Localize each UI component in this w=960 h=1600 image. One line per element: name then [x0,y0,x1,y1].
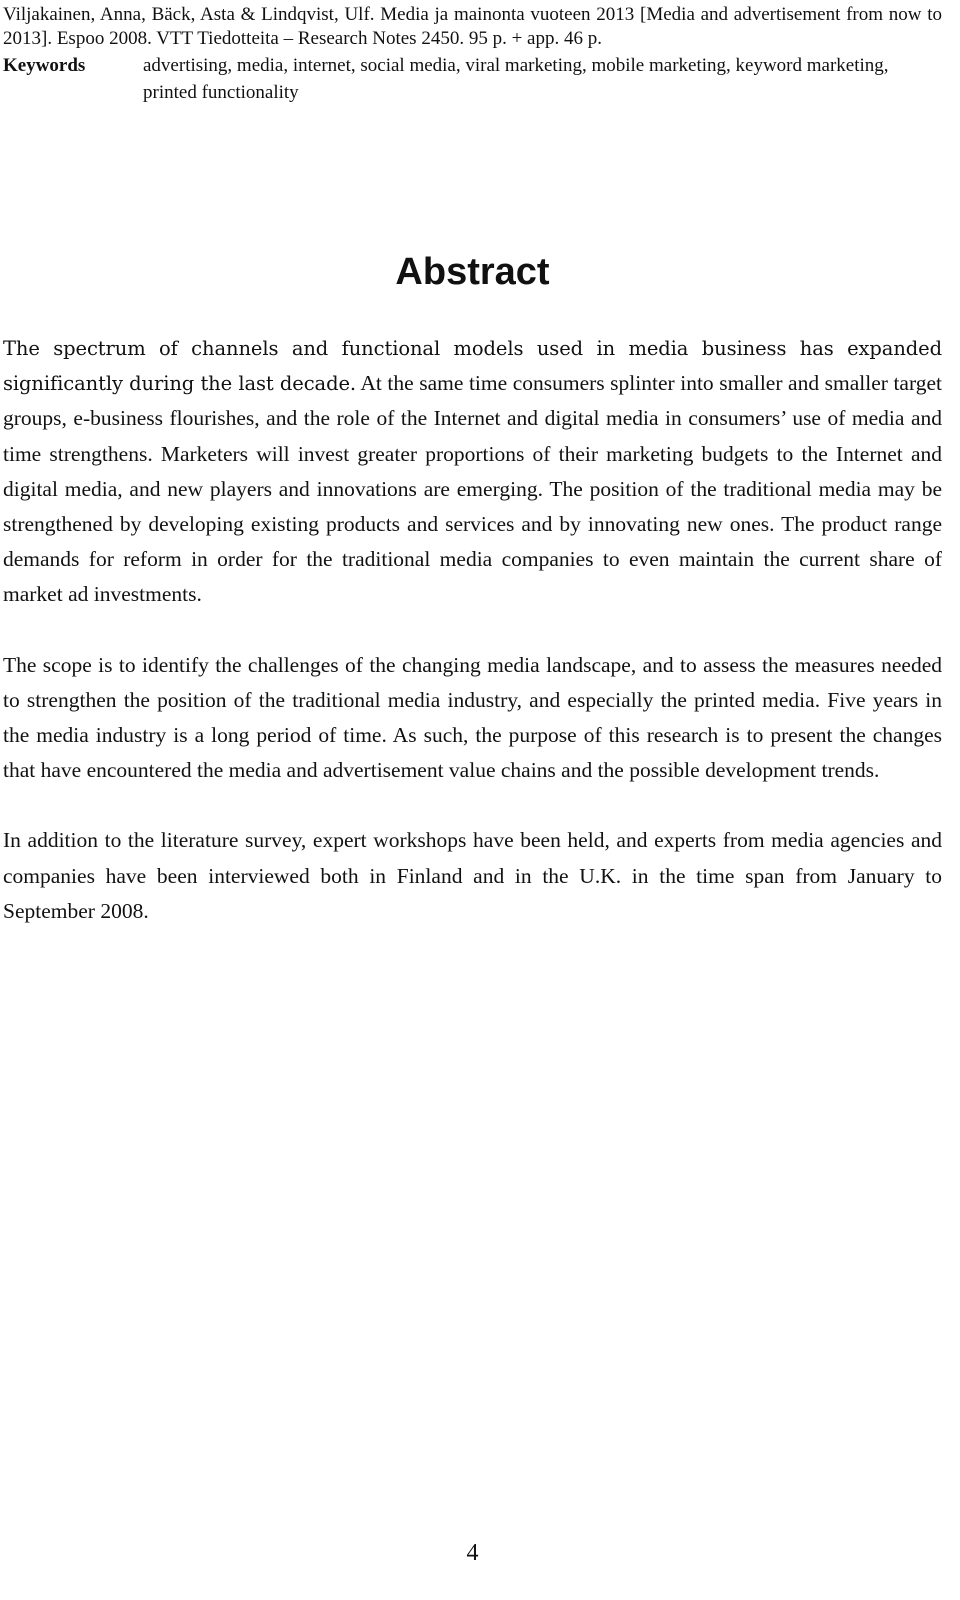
abstract-body [3,331,942,964]
abstract-heading: Abstract [395,251,550,293]
abstract-paragraph-1 [3,331,942,613]
abstract-paragraph-1-lead: The spectrum of channels and functional models used in media business has expanded significantly during the last decade. [3,337,942,396]
abstract-paragraph-2: The scope is to identify the challenges of the changing media landscape, and to assess the measures needed to strengthen the position of the traditional media industry, and especially the printed media. Five years in the media industry is a long period of time. As such, the purpose of this research is to present the changes that have encountered the media and advertisement value chains and the possible development trends. [3,652,942,783]
abstract-paragraph-1-rest: At the same time consumers splinter into smaller and smaller target groups, e-business flourishes, and the role of the Internet and digital media in consumers’ use of media and time strengthens. Marketers will invest greater proportions of their marketing budgets to the Internet and digital media, and new players and innovations are emerging. The position of the traditional media may be strengthened by developing existing products and services and by innovating new ones. The product range demands for reform in order for the traditional media companies to even maintain the current share of market ad investments. [3,371,942,607]
keywords-list: advertising, media, internet, social media, viral marketing, mobile marketing, keyword marketing, printed functionality [143,55,889,103]
keywords-row [3,52,942,106]
document-page [3,0,942,1566]
abstract-paragraph-3: In addition to the literature survey, expert workshops have been held, and experts from media agencies and companies have been interviewed both in Finland and in the U.K. in the time span from January to September 2008. [3,828,942,923]
page-number: 4 [466,1540,479,1566]
keywords-label: Keywords [3,55,86,76]
citation-text: Viljakainen, Anna, Bäck, Asta & Lindqvist, Ulf. Media ja mainonta vuoteen 2013 [Media and advertisement from now to 2013]. Espoo 2008. VTT Tiedotteita – Research Notes 2450. 95 p. + app. 46 p. [3,4,942,49]
